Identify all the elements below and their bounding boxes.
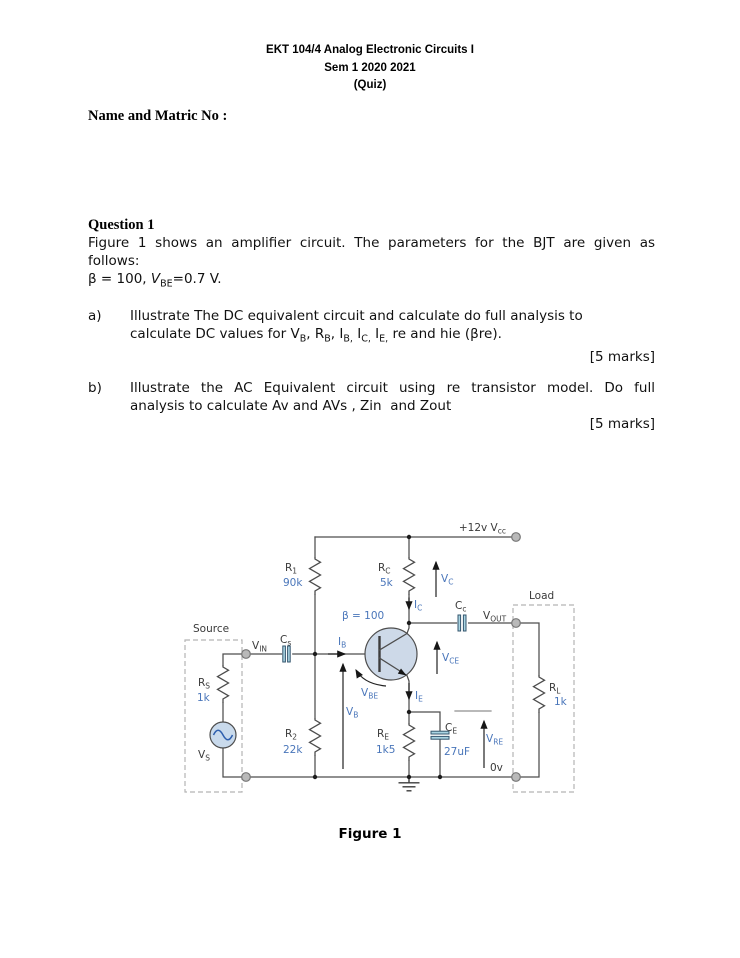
header-line-1: EKT 104/4 Analog Electronic Circuits I: [266, 44, 474, 56]
cc-label: $C_c$: [455, 600, 467, 614]
rs-value: 1k: [197, 692, 210, 704]
load-box-label: Load: [529, 590, 555, 602]
vb-label: $V_B$: [346, 706, 359, 720]
bottom-right-terminal: [512, 773, 521, 782]
question-part-a: [88, 307, 655, 367]
figure-1-circuit-diagram: [180, 510, 600, 810]
ce-label: $C_E$: [445, 722, 458, 736]
part-b-label: b): [88, 380, 102, 397]
rc-label: $R_C$: [378, 562, 391, 576]
re-label: $R_E$: [377, 728, 390, 742]
vcc-terminal: [512, 533, 521, 542]
part-b-line-1: Illustrate the AC Equivalent circuit using re transistor model. Do full: [130, 380, 655, 397]
figure-caption: Figure 1: [338, 826, 402, 842]
question-intro-line-1: Figure 1 shows an amplifier circuit. The parameters for the BJT are given as: [88, 235, 655, 251]
r2-value: 22k: [283, 744, 303, 756]
rl-value: 1k: [554, 696, 567, 708]
rc-value: 5k: [380, 577, 393, 589]
zero-volt-label: 0v: [490, 762, 503, 774]
header-line-3: (Quiz): [353, 79, 387, 91]
part-a-line-2: calculate DC values for $V_B$, $R_B$, $I_{B,}$ $I_{C,}$ $I_{E,}$ re and hie (βre).: [130, 325, 502, 345]
question-block: [88, 217, 655, 433]
vbe-label: $V_{BE}$: [361, 687, 379, 701]
r1-label: $R_1$: [285, 562, 298, 576]
header-line-2: Sem 1 2020 2021: [324, 61, 416, 74]
vs-label: $V_S$: [198, 749, 210, 763]
resistor-rs: [218, 665, 229, 703]
resistor-r2: [310, 718, 321, 756]
question-parameters: β = 100, $V_{BE}=0.7$ V.: [88, 271, 222, 290]
re-value: 1k5: [376, 744, 396, 756]
part-a-marks: [5 marks]: [589, 349, 655, 366]
source-box-label: Source: [193, 623, 230, 635]
ic-label: $I_C$: [414, 599, 423, 613]
cs-label: $C_s$: [280, 634, 292, 648]
vce-label: $V_{CE}$: [442, 652, 460, 666]
question-intro-line-2: follows:: [88, 253, 140, 269]
vout-label: $V_{OUT}$: [483, 610, 507, 624]
bottom-left-terminal: [242, 773, 251, 782]
beta-label: β = 100: [342, 610, 385, 622]
part-b-marks: [5 marks]: [589, 416, 655, 433]
supply-label: +12v $V_{cc}$: [458, 522, 506, 536]
part-a-line-1: Illustrate The DC equivalent circuit and calculate do full analysis to: [130, 307, 583, 324]
rl-label: $R_L$: [549, 682, 561, 696]
resistor-r1: [310, 557, 321, 595]
ie-label: $I_E$: [415, 690, 423, 704]
r1-value: 90k: [283, 577, 303, 589]
vs-source: [210, 722, 236, 748]
document-header: [0, 42, 740, 95]
capacitor-cs: [283, 646, 290, 662]
vre-label: $V_{RE}$: [486, 733, 504, 747]
vc-label: $V_C$: [441, 573, 454, 587]
rs-label: $R_S$: [198, 677, 211, 691]
vout-terminal: [512, 619, 521, 628]
ce-value: 27uF: [444, 746, 471, 758]
vin-label: $V_{IN}$: [252, 640, 268, 654]
ib-label: $I_B$: [338, 636, 347, 650]
question-title: Question 1: [88, 217, 155, 233]
resistor-re: [404, 723, 415, 761]
resistor-rl: [534, 675, 545, 713]
part-b-line-2: analysis to calculate Av and AVs , Zin and Zout: [130, 398, 452, 415]
source-box: [185, 640, 242, 792]
part-a-label: a): [88, 307, 102, 324]
amplifier-circuit-svg: [180, 510, 600, 810]
vin-terminal: [242, 650, 251, 659]
capacitor-cc: [458, 615, 466, 631]
r2-label: $R_2$: [285, 728, 298, 742]
name-matric-label: Name and Matric No :: [88, 108, 228, 124]
question-part-b: [88, 379, 655, 433]
resistor-rc: [404, 557, 415, 595]
